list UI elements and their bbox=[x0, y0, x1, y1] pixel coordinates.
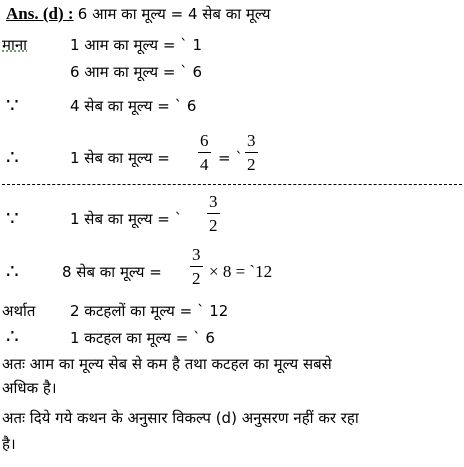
fraction-numerator: 6 bbox=[200, 131, 209, 150]
fraction-three-halves bbox=[245, 131, 258, 175]
fraction-bar bbox=[245, 152, 258, 153]
fraction-six-fourths bbox=[198, 131, 211, 175]
fraction-bar bbox=[198, 152, 211, 153]
fraction-bar bbox=[207, 213, 220, 214]
two-jackfruit-price: 2 कटहलों का मूल्य = ` 12 bbox=[70, 302, 229, 320]
fraction-three-halves-2 bbox=[207, 192, 220, 236]
fraction-denominator: 4 bbox=[200, 155, 209, 174]
equals-rupee: = ` bbox=[218, 149, 243, 167]
therefore-symbol-1: ∴ bbox=[6, 147, 19, 169]
fraction-bar bbox=[190, 266, 203, 267]
four-apple-price: 4 सेब का मूल्य = ` 6 bbox=[70, 97, 197, 115]
assume-label: माना bbox=[2, 36, 28, 54]
because-symbol-2: ∵ bbox=[6, 208, 19, 230]
one-apple-price-label: 1 सेब का मूल्य = bbox=[70, 149, 170, 167]
answer-prefix: Ans. (d) : bbox=[6, 4, 74, 23]
verdict-line-1: अतः दिये गये कथन के अनुसार विकल्प (d) अनुसरण नहीं कर रहा bbox=[2, 409, 359, 427]
fraction-denominator: 2 bbox=[209, 216, 218, 235]
six-mango-price: 6 आम का मूल्य = ` 6 bbox=[70, 63, 202, 81]
answer-statement: 6 आम का मूल्य = 4 सेब का मूल्य bbox=[77, 5, 271, 23]
eight-apple-price-label: 8 सेब का मूल्य = bbox=[62, 263, 162, 281]
because-symbol-1: ∵ bbox=[6, 95, 19, 117]
therefore-symbol-3: ∴ bbox=[6, 326, 19, 348]
times-eight-result: × 8 = `12 bbox=[209, 262, 273, 281]
dashed-divider bbox=[2, 184, 462, 185]
meaning-label: अर्थात bbox=[2, 302, 36, 320]
fraction-numerator: 3 bbox=[247, 131, 256, 150]
conclusion-line-1: अतः आम का मूल्य सेब से कम है तथा कटहल का मूल्य सबसे bbox=[2, 355, 332, 373]
fraction-three-halves-3 bbox=[190, 245, 203, 289]
therefore-symbol-2: ∴ bbox=[6, 261, 19, 283]
fraction-numerator: 3 bbox=[192, 245, 201, 264]
one-apple-price: 1 सेब का मूल्य = ` bbox=[70, 210, 183, 228]
fraction-denominator: 2 bbox=[247, 155, 256, 174]
verdict-line-2: है। bbox=[2, 435, 16, 453]
conclusion-line-2: अधिक है। bbox=[2, 379, 57, 397]
one-jackfruit-price: 1 कटहल का मूल्य = ` 6 bbox=[70, 329, 215, 347]
fraction-numerator: 3 bbox=[209, 192, 218, 211]
assume-mango-price: 1 आम का मूल्य = ` 1 bbox=[70, 36, 202, 54]
fraction-denominator: 2 bbox=[192, 269, 201, 288]
answer-line bbox=[6, 4, 270, 24]
